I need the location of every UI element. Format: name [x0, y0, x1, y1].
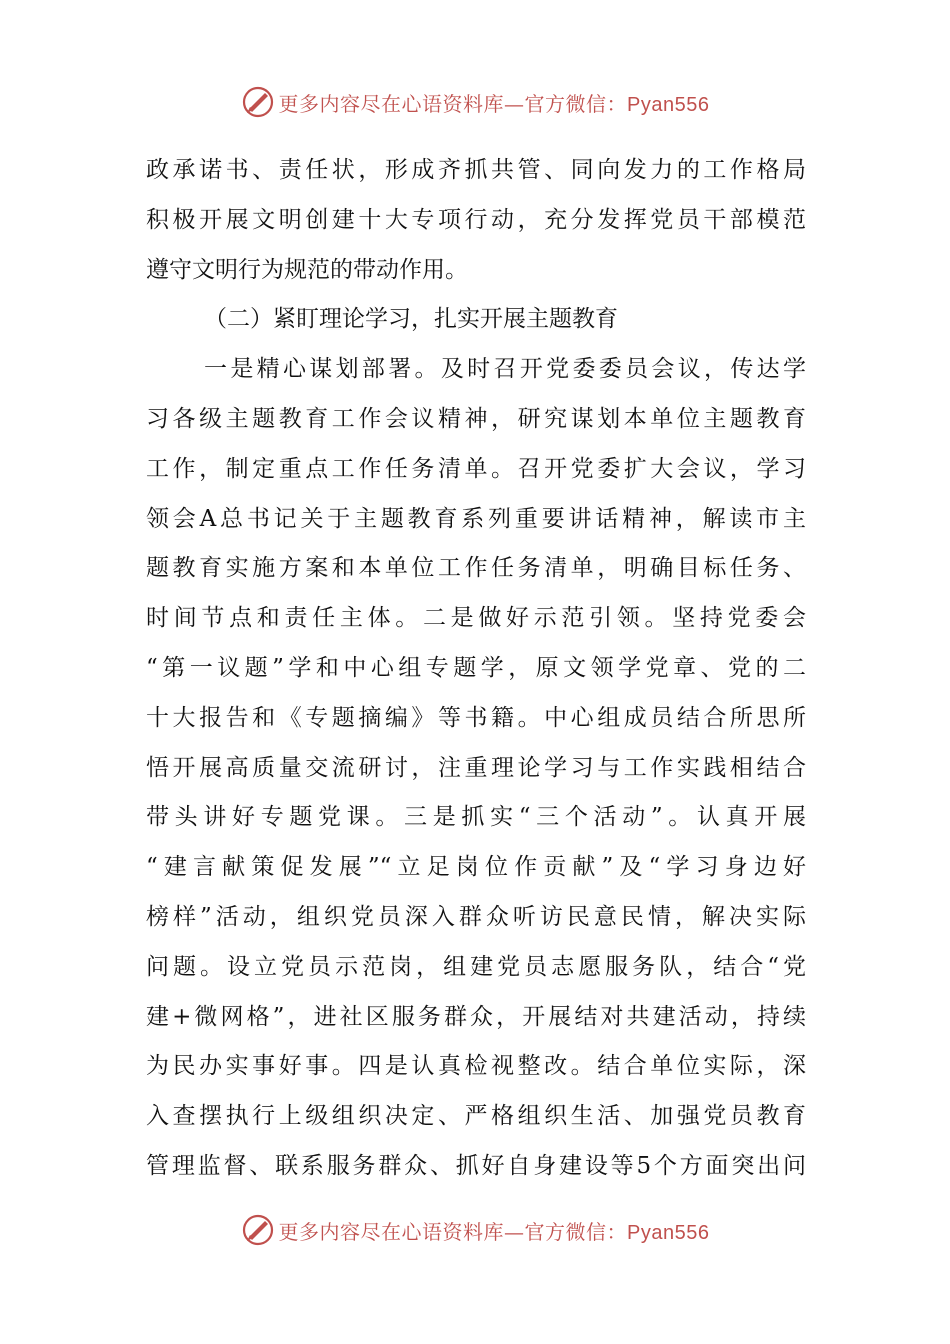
- text-line: 题教育实施方案和本单位工作任务清单，明确目标任务、: [146, 555, 806, 582]
- text-line: 政承诺书、责任状，形成齐抓共管、同向发力的工作格局: [146, 157, 806, 183]
- text-line: 带头讲好专题党课。三是抓实“三个活动”。认真开展: [146, 804, 806, 831]
- paragraph-first-line: 一是精心谋划部署。及时召开党委委员会议，传达学: [204, 356, 806, 383]
- text-line: 十大报告和《专题摘编》等书籍。中心组成员结合所思所: [146, 704, 806, 731]
- text-line: 问题。设立党员示范岗，组建党员志愿服务队，结合“党: [146, 953, 806, 980]
- section-heading: （二）紧盯理论学习，扎实开展主题教育: [204, 306, 618, 333]
- pen-circle-logo-icon: [241, 1213, 275, 1247]
- text-line: 悟开展高质量交流研讨，注重理论学习与工作实践相结合: [146, 754, 806, 781]
- text-line: 入查摆执行上级组织决定、严格组织生活、加强党员教育: [146, 1103, 806, 1130]
- text-line: 工作，制定重点工作任务清单。召开党委扩大会议，学习: [146, 455, 806, 482]
- text-line: 为民办实事好事。四是认真检视整改。结合单位实际，深: [146, 1053, 806, 1080]
- text-line: 建+微网格”，进社区服务群众，开展结对共建活动，持续: [146, 1003, 806, 1030]
- watermark-text: 更多内容尽在心语资料库—官方微信：Pyan556: [278, 1219, 710, 1244]
- watermark-wechat-id: Pyan556: [627, 1221, 710, 1244]
- text-line: 习各级主题教育工作会议精神，研究谋划本单位主题教育: [146, 405, 806, 432]
- watermark-wechat-id: Pyan556: [627, 93, 710, 116]
- header-watermark: [0, 82, 950, 122]
- footer-watermark: [0, 1210, 950, 1250]
- text-line: “第一议题”学和中心组专题学，原文领学党章、党的二: [146, 654, 806, 681]
- watermark-text: 更多内容尽在心语资料库—官方微信：Pyan556: [278, 91, 710, 116]
- text-line: “建言献策促发展”“立足岗位作贡献”及“学习身边好: [146, 854, 806, 881]
- text-line: 领会A总书记关于主题教育系列重要讲话精神，解读市主: [146, 505, 806, 532]
- text-line: 时间节点和责任主体。二是做好示范引领。坚持党委会: [146, 605, 806, 632]
- text-line: 管理监督、联系服务群众、抓好自身建设等5个方面突出问: [146, 1152, 806, 1179]
- pen-circle-logo-icon: [241, 85, 275, 119]
- document-body: [146, 146, 806, 1192]
- text-line: 遵守文明行为规范的带动作用。: [146, 256, 468, 283]
- text-line: 积极开展文明创建十大专项行动，充分发挥党员干部模范: [146, 206, 806, 233]
- text-line: 榜样”活动，组织党员深入群众听访民意民情，解决实际: [146, 903, 806, 930]
